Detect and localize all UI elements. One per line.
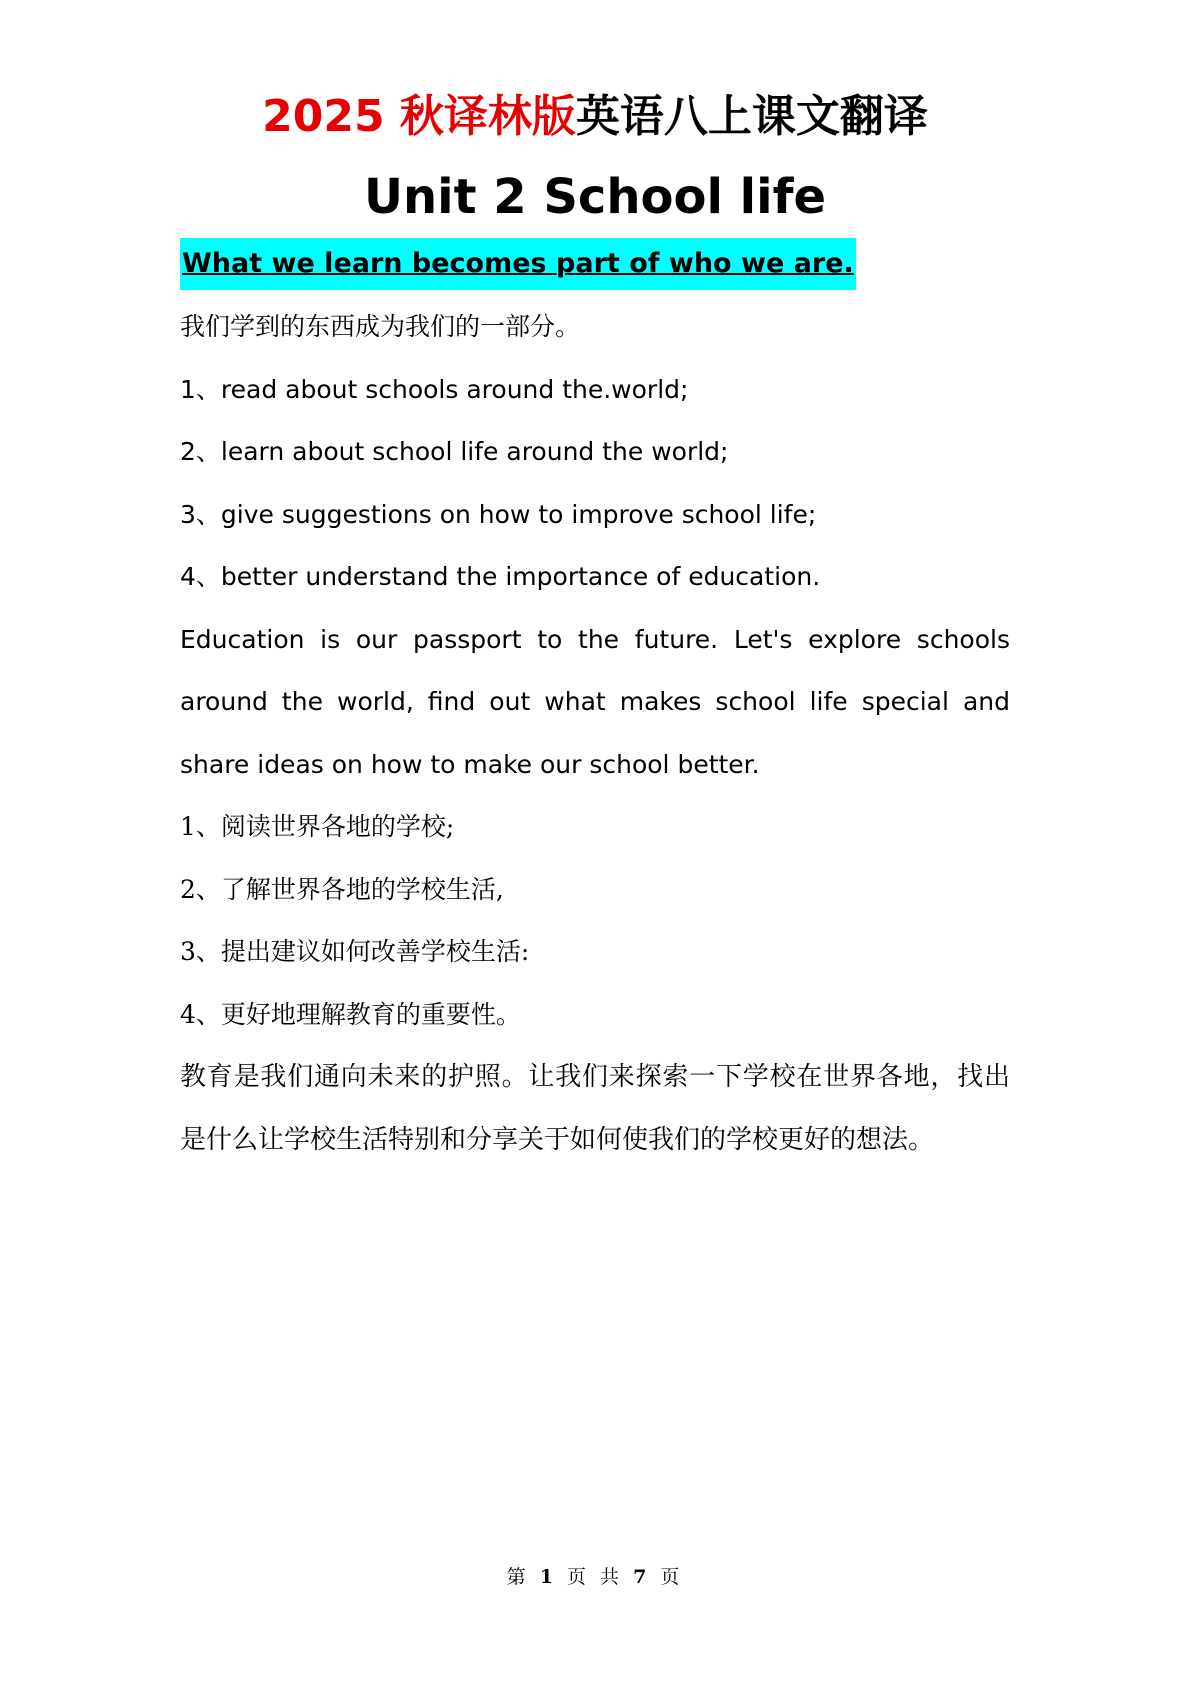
goal-cn-1: 1、阅读世界各地的学校; — [180, 812, 455, 841]
goal-en-2: 2、learn about school life around the world; — [180, 437, 729, 466]
motto-translation: 我们学到的东西成为我们的一部分。 — [180, 312, 581, 341]
goal-cn-3: 3、提出建议如何改善学校生活: — [180, 937, 530, 966]
page-title — [0, 84, 1190, 150]
title-edition: 2025 秋译林版 — [262, 91, 576, 142]
footer-middle: 页 共 — [566, 1566, 624, 1588]
motto-highlight: What we learn becomes part of who we are. — [180, 238, 856, 290]
footer-suffix: 页 — [660, 1566, 684, 1588]
title-rest: 英语八上课文翻译 — [575, 91, 928, 142]
content-body — [180, 238, 1010, 1171]
footer-prefix: 第 — [506, 1566, 530, 1588]
footer-total-pages: 7 — [633, 1566, 651, 1588]
goal-en-3: 3、give suggestions on how to improve school life; — [180, 499, 817, 529]
goal-en-4: 4、better understand the importance of education. — [180, 562, 821, 591]
intro-cn-paragraph: 教育是我们通向未来的护照。让我们来探索一下学校在世界各地，找出是什么让学校生活特别和分享关于如何使我们的学校更好的想法。 — [180, 1062, 1010, 1155]
intro-en-paragraph: Education is our passport to the future. Let's explore schools around the world, find out what makes school life special and share ideas on how to make our school better. — [180, 624, 1010, 779]
goal-en-1: 1、read about schools around the.world; — [180, 374, 689, 404]
unit-subtitle: Unit 2 School life — [363, 169, 827, 225]
goal-cn-2: 2、了解世界各地的学校生活, — [180, 874, 504, 904]
footer-page-number: 1 — [539, 1566, 557, 1588]
goal-cn-4: 4、更好地理解教育的重要性。 — [180, 999, 521, 1029]
page-footer — [0, 1562, 1190, 1589]
motto-row — [180, 238, 1010, 290]
